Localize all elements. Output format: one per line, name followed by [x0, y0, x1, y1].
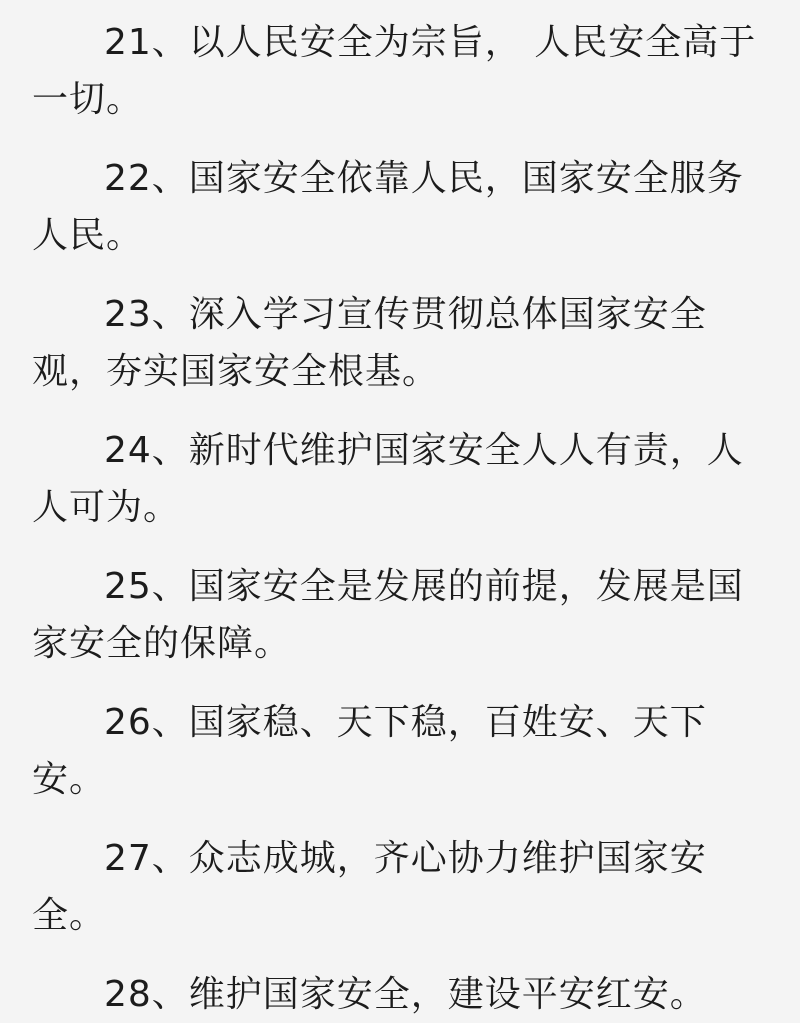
slogan-item-22: 22、国家安全依靠人民，国家安全服务人民。: [32, 158, 744, 256]
slogan-item-28: 28、维护国家安全，建设平安红安。: [104, 974, 707, 1015]
slogan-item-25: 25、国家安全是发展的前提，发展是国家安全的保障。: [32, 566, 744, 664]
slogan-item-21: 21、以人民安全为宗旨， 人民安全高于一切。: [32, 22, 757, 120]
slogan-item-24: 24、新时代维护国家安全人人有责，人人可为。: [32, 430, 744, 528]
slogan-item-23: 23、深入学习宣传贯彻总体国家安全观，夯实国家安全根基。: [32, 294, 707, 392]
slogan-item-27: 27、众志成城，齐心协力维护国家安全。: [32, 838, 707, 936]
slogan-item-26: 26、国家稳、天下稳，百姓安、天下安。: [32, 702, 707, 800]
